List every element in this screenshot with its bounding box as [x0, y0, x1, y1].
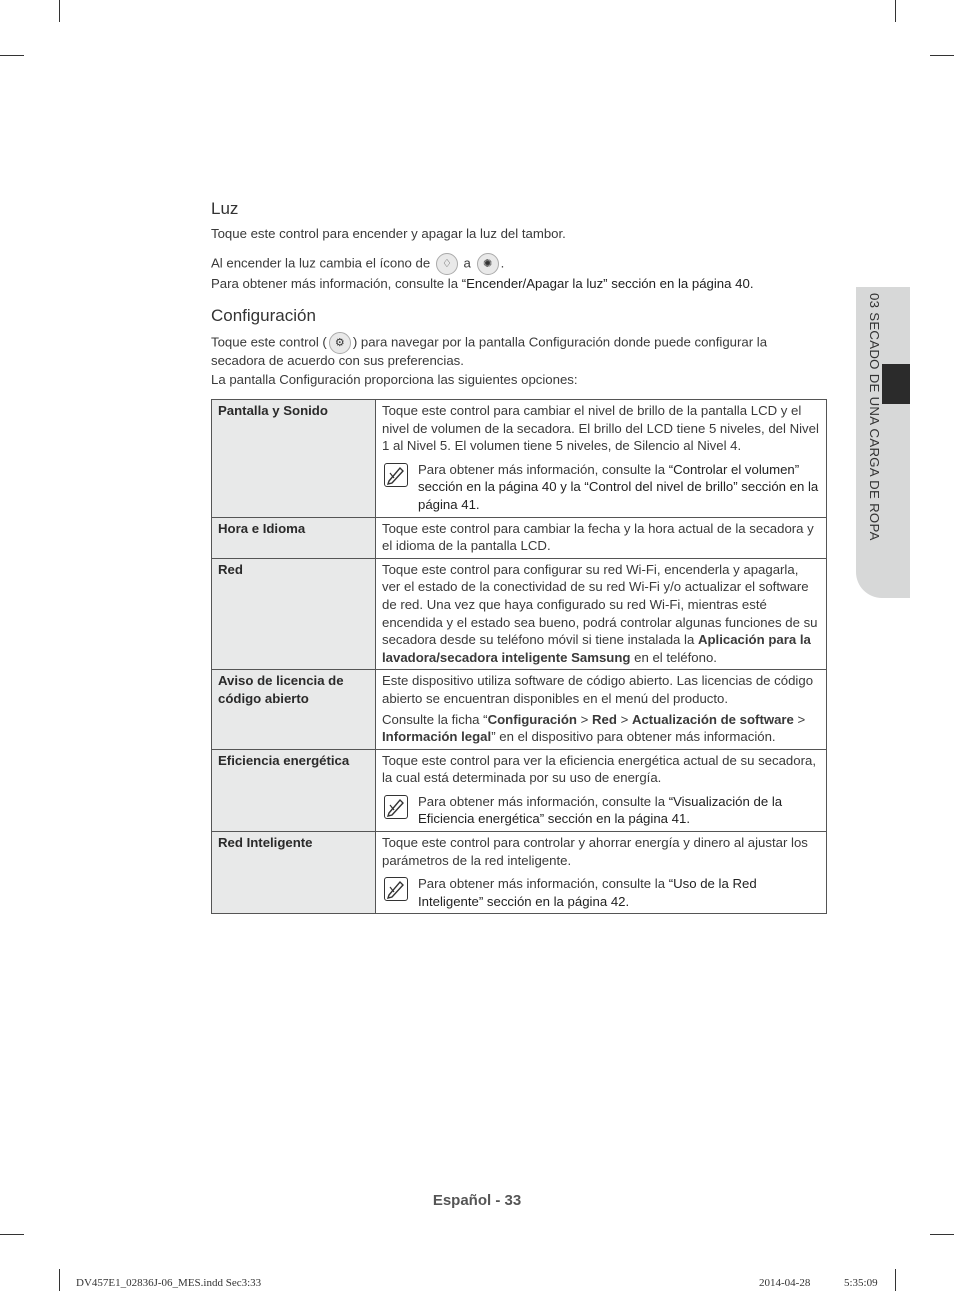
crop-mark	[0, 1234, 24, 1235]
luz-line3: Para obtener más información, consulte la “Encender/Apagar la luz” sección en la página 40.	[211, 275, 754, 291]
config-line1b: secadora de acuerdo con sus preferencias.	[211, 353, 464, 368]
note-pencil-icon	[384, 463, 408, 487]
row-label: Aviso de licencia de código abierto	[212, 670, 376, 749]
row-description: Toque este control para cambiar el nivel de brillo de la pantalla LCD y el nivel de volumen de la secadora. El brillo del LCD tiene 5 niveles, del Nivel 1 al Nivel 5. El volumen tiene 5 niveles, de Silencio al Nivel 4. Para obtener más información, consulte la “Controlar el volumen” sección en la página 40 y la “Control del nivel de brillo” sección en la página 41.	[376, 400, 827, 518]
row-label: Eficiencia energética	[212, 749, 376, 831]
row-description: Toque este control para controlar y ahorrar energía y dinero al ajustar los parámetros de la red inteligente. Para obtener más información, consulte la “Uso de la Red Inteligente” sección en la página 42.	[376, 832, 827, 914]
chapter-marker	[882, 364, 910, 404]
settings-table	[211, 399, 827, 914]
config-heading: Configuración	[211, 306, 316, 325]
crop-mark	[0, 55, 24, 56]
row-description: Toque este control para ver la eficiencia energética actual de su secadora, la cual está determinada por su uso de energía. Para obtener más información, consulte la “Visualización de la Eficiencia energética” sección en la página 41.	[376, 749, 827, 831]
print-slug-file: DV457E1_02836J-06_MES.indd Sec3:33	[76, 1277, 262, 1289]
luz-line2: Al encender la luz cambia el ícono de ♢ a ✺ .	[211, 253, 831, 275]
row-description: Este dispositivo utiliza software de código abierto. Las licencias de código abierto se encuentran disponibles en el menú del producto. Consulte la ficha “Configuración > Red > Actualización de software > Información legal” en el dispositivo para obtener más información.	[376, 670, 827, 749]
note: Para obtener más información, consulte la “Uso de la Red Inteligente” sección en la página 42.	[382, 875, 820, 910]
light-on-icon: ✺	[477, 253, 499, 275]
gear-icon: ⚙	[329, 332, 351, 354]
crop-mark	[59, 0, 60, 22]
crop-mark	[59, 1269, 60, 1291]
row-label: Red Inteligente	[212, 832, 376, 914]
print-slug-time: 5:35:09	[844, 1277, 878, 1289]
table-row	[212, 558, 827, 670]
crop-mark	[930, 1234, 954, 1235]
print-slug-date: 2014-04-28	[759, 1277, 811, 1289]
row-description: Toque este control para configurar su red Wi-Fi, encenderla y apagarla, ver el estado de la conectividad de su red Wi-Fi y/o actualizar el software de red. Una vez que haya configurado su red Wi-Fi, mientras esté encendida y el estado sea bueno, podrá controlar algunas funciones de su secadora desde su teléfono móvil si tiene instalada la Aplicación para la lavadora/secadora inteligente Samsung en el teléfono.	[376, 558, 827, 670]
config-line1: Toque este control ( ⚙ ) para navegar por la pantalla Configuración donde puede configurar la	[211, 332, 831, 354]
chapter-title: 03 SECADO DE UNA CARGA DE ROPA	[867, 293, 882, 541]
note-pencil-icon	[384, 877, 408, 901]
row-label: Pantalla y Sonido	[212, 400, 376, 518]
luz-line1: Toque este control para encender y apagar la luz del tambor.	[211, 226, 566, 241]
table-row	[212, 749, 827, 831]
main-content	[211, 199, 831, 914]
row-label: Hora e Idioma	[212, 517, 376, 558]
table-row	[212, 400, 827, 518]
row-description: Toque este control para cambiar la fecha y la hora actual de la secadora y el idioma de la pantalla LCD.	[376, 517, 827, 558]
light-off-icon: ♢	[436, 253, 458, 275]
row-label: Red	[212, 558, 376, 670]
config-line2: La pantalla Configuración proporciona las siguientes opciones:	[211, 371, 578, 387]
crop-mark	[895, 0, 896, 22]
note: Para obtener más información, consulte la “Visualización de la Eficiencia energética” sección en la página 41.	[382, 793, 820, 828]
note: Para obtener más información, consulte la “Controlar el volumen” sección en la página 40 y la “Control del nivel de brillo” sección en la página 41.	[382, 461, 820, 514]
table-row	[212, 517, 827, 558]
crop-mark	[895, 1269, 896, 1291]
crop-mark	[930, 55, 954, 56]
note-pencil-icon	[384, 795, 408, 819]
luz-heading: Luz	[211, 199, 239, 218]
page-footer: Español - 33	[432, 1192, 522, 1209]
table-row	[212, 670, 827, 749]
table-row	[212, 832, 827, 914]
